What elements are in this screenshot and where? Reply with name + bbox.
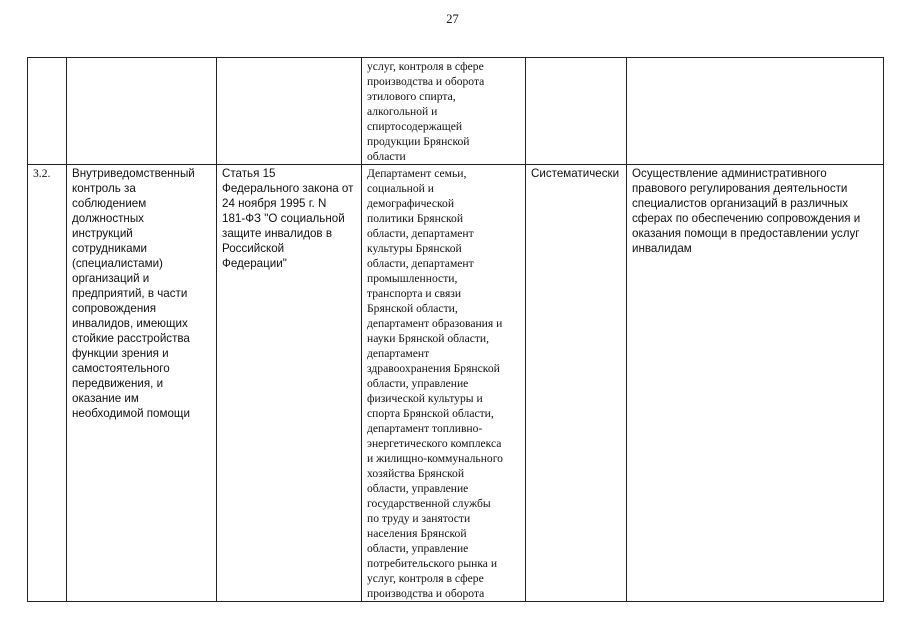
text-line: физической культуры и — [367, 392, 483, 405]
text-line: области, управление — [367, 482, 469, 495]
text-line: должностных — [72, 212, 144, 225]
text-line: спиртосодержащей — [367, 120, 463, 133]
text-line: оказания помощи в предоставлении услуг — [632, 227, 860, 240]
text-line: самостоятельного — [72, 362, 170, 375]
period-text: Систематически — [531, 167, 620, 180]
text-line: хозяйства Брянской — [367, 467, 465, 480]
text-line: области, департамент — [367, 257, 474, 270]
text-line: защите инвалидов в — [222, 227, 332, 240]
text-line: услуг, контроля в сфере — [367, 60, 484, 73]
text-line: соблюдением — [72, 197, 147, 210]
text-line: инвалидов, имеющих — [72, 317, 188, 330]
text-line: алкогольной и — [367, 105, 438, 118]
text-line: социальной и — [367, 182, 434, 195]
executors-cell — [362, 58, 526, 165]
text-line: стойкие расстройства — [72, 332, 190, 345]
executors-cell — [362, 165, 526, 602]
row-number-cell — [28, 165, 67, 602]
text-line: области, управление — [367, 377, 469, 390]
text-line: и жилищно-коммунального — [367, 452, 503, 465]
text-line: Федерального закона от — [222, 182, 354, 195]
period-cell — [526, 58, 627, 165]
period-cell — [526, 165, 627, 602]
text-line: Осуществление административного — [632, 167, 827, 180]
text-line: (специалистами) — [72, 257, 163, 270]
text-line: продукции Брянской — [367, 135, 470, 148]
text-line: культуры Брянской — [367, 242, 462, 255]
table-row — [28, 165, 884, 602]
text-line: специалистов организаций в различных — [632, 197, 849, 210]
text-line: услуг, контроля в сфере — [367, 572, 484, 585]
text-line: сотрудниками — [72, 242, 148, 255]
text-line: предприятий, в части — [72, 287, 188, 300]
text-line: Статья 15 — [222, 167, 276, 180]
row-number: 3.2. — [33, 167, 51, 180]
text-line: Федерации" — [222, 257, 287, 270]
text-line: контроль за — [72, 182, 136, 195]
measure-name-cell — [67, 165, 217, 602]
row-number-cell — [28, 58, 67, 165]
legal-basis-cell — [217, 165, 362, 602]
text-line: департамент — [367, 347, 430, 360]
text-line: департамент образования и — [367, 317, 503, 330]
text-line: спорта Брянской области, — [367, 407, 494, 420]
measures-table — [27, 57, 884, 602]
text-line: науки Брянской области, — [367, 332, 490, 345]
text-line: правового регулирования деятельности — [632, 182, 848, 195]
text-line: оказание им — [72, 392, 139, 405]
text-line: сопровождения — [72, 302, 157, 315]
text-line: Департамент семьи, — [367, 167, 467, 180]
text-line: 24 ноября 1995 г. N — [222, 197, 327, 210]
text-line: энергетического комплекса — [367, 437, 502, 450]
page-number: 27 — [446, 12, 459, 26]
text-line: необходимой помощи — [72, 407, 190, 420]
measure-name-cell — [67, 58, 217, 165]
text-line: инструкций — [72, 227, 133, 240]
text-line: сферах по обеспечению сопровождения и — [632, 212, 861, 225]
text-line: населения Брянской — [367, 527, 467, 540]
text-line: организаций и — [72, 272, 150, 285]
text-line: производства и оборота — [367, 75, 485, 88]
text-line: области, управление — [367, 542, 469, 555]
text-line: государственной службы — [367, 497, 491, 510]
expected-result-cell — [627, 58, 884, 165]
text-line: департамент топливно- — [367, 422, 483, 435]
text-line: здравоохранения Брянской — [367, 362, 500, 375]
text-line: потребительского рынка и — [367, 557, 498, 570]
table-row — [28, 58, 884, 165]
text-line: функции зрения и — [72, 347, 169, 360]
text-line: промышленности, — [367, 272, 458, 285]
text-line: 181-ФЗ "О социальной — [222, 212, 345, 225]
legal-basis-cell — [217, 58, 362, 165]
text-line: передвижения, и — [72, 377, 164, 390]
text-line: транспорта и связи — [367, 287, 462, 300]
text-line: Брянской области, — [367, 302, 458, 315]
text-line: этилового спирта, — [367, 90, 456, 103]
text-line: по труду и занятости — [367, 512, 471, 525]
text-line: инвалидам — [632, 242, 692, 255]
text-line: области — [367, 150, 406, 163]
text-line: области, департамент — [367, 227, 474, 240]
text-line: политики Брянской — [367, 212, 464, 225]
text-line: Российской — [222, 242, 285, 255]
text-line: демографической — [367, 197, 455, 210]
expected-result-cell — [627, 165, 884, 602]
text-line: производства и оборота — [367, 587, 485, 600]
text-line: Внутриведомственный — [72, 167, 195, 180]
